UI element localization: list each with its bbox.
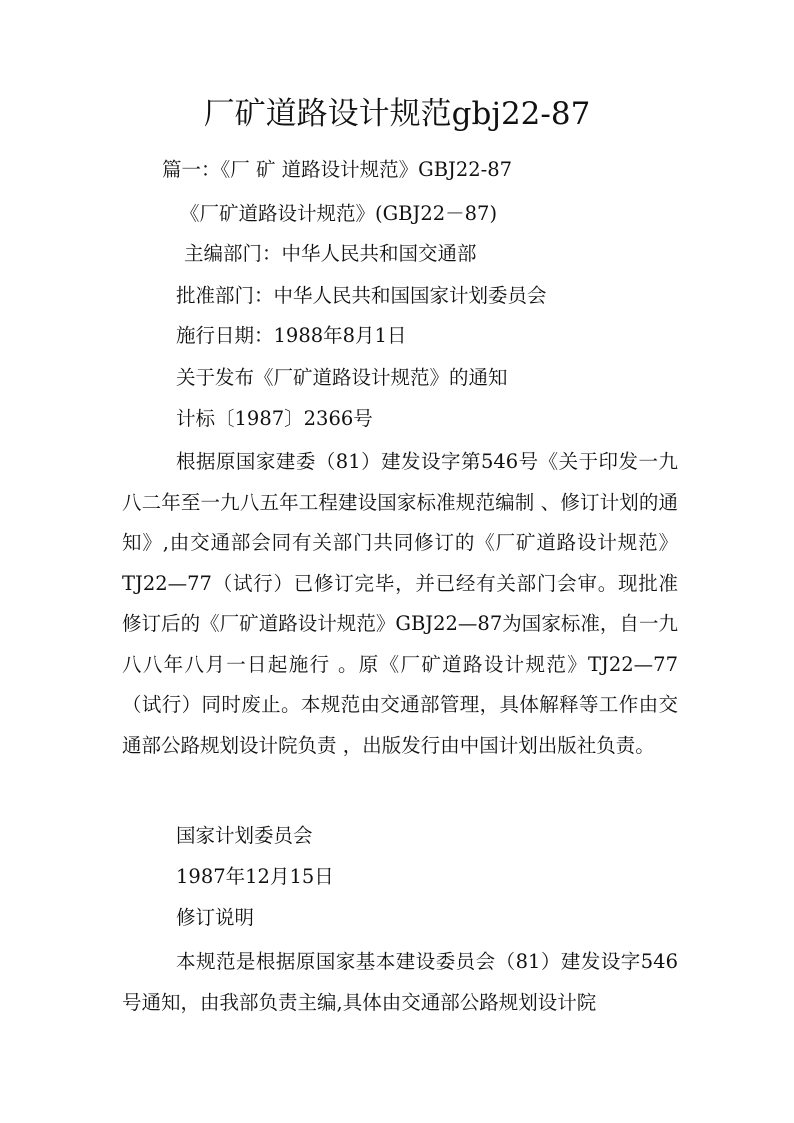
notice-number: 计标〔1987〕2366号 (176, 407, 373, 430)
signer: 国家计划委员会 (176, 824, 313, 847)
revision-paragraph: 本规范是根据原国家基本建设委员会（81）建发设字546号通知，由我部负责主编,具体由交通部公路规划设计院 (122, 950, 678, 1014)
editor-department: 主编部门：中华人民共和国交通部 (184, 242, 477, 265)
notice-body-paragraph: 根据原国家建委（81）建发设字第546号《关于印发一九八二年至一九八五年工程建设国家标准规范编制 、修订计划的通知》,由交通部会同有关部门共同修订的《厂矿道路设计规范》TJ22—77（试行）已修订完毕，并已经有关部门会审。现批准修订后的《厂矿道路设计规范》GBJ22—87为国家标准，自一九八八年八月一日起施行 。原《厂矿道路设计规范》TJ22—77（试行）同时废止。本规范由交通部管理，具体解释等工作由交通部公路规划设计院负责 ，出版发行由中国计划出版社负责。 (122, 450, 678, 757)
document-title: 厂矿道路设计规范gbj22-87 (203, 96, 591, 132)
effective-date: 施行日期：1988年8月1日 (176, 324, 407, 347)
signature-date: 1987年12月15日 (176, 865, 334, 888)
notice-title: 关于发布《厂矿道路设计规范》的通知 (176, 366, 508, 389)
approval-department: 批准部门：中华人民共和国国家计划委员会 (176, 284, 547, 307)
section-heading: 修订说明 (176, 906, 255, 929)
article-heading: 篇一：《厂 矿 道路设计规范》GBJ22-87 (162, 158, 513, 181)
standard-name: 《厂矿道路设计规范》(GBJ22－87) (180, 202, 498, 225)
